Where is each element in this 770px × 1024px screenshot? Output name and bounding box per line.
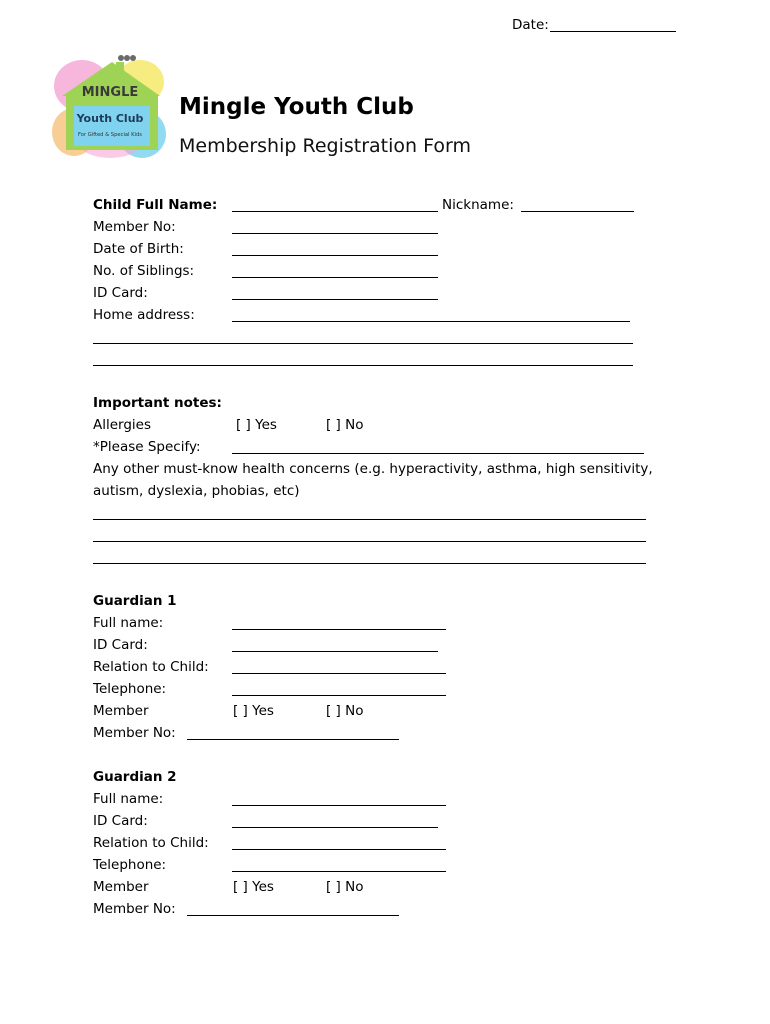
guardian2-member-no-field[interactable] — [187, 915, 399, 916]
health-concerns-line-2[interactable] — [93, 541, 646, 542]
guardian1-member-no-label: Member No: — [93, 725, 176, 741]
dob-label: Date of Birth: — [93, 241, 184, 257]
dob-field[interactable] — [232, 255, 438, 256]
nickname-label: Nickname: — [442, 197, 514, 213]
guardian1-telephone-field[interactable] — [232, 695, 446, 696]
guardian2-heading: Guardian 2 — [93, 769, 177, 785]
guardian1-member-no-field[interactable] — [187, 739, 399, 740]
important-notes-heading: Important notes: — [93, 395, 222, 411]
siblings-label: No. of Siblings: — [93, 263, 195, 279]
logo-name: Youth Club — [76, 112, 144, 125]
guardian1-id-card-field[interactable] — [232, 651, 438, 652]
health-concerns-text-1: Any other must-know health concerns (e.g. hyperactivity, asthma, high sensitivity, — [93, 461, 653, 477]
guardian1-member-label: Member — [93, 703, 149, 719]
logo-tagline: For Gifted & Special Kids — [78, 132, 142, 138]
siblings-field[interactable] — [232, 277, 438, 278]
member-no-label: Member No: — [93, 219, 176, 235]
guardian1-member-yes-checkbox[interactable]: [ ] Yes — [233, 703, 274, 719]
member-no-field[interactable] — [232, 233, 438, 234]
guardian2-member-yes-checkbox[interactable]: [ ] Yes — [233, 879, 274, 895]
allergies-no-checkbox[interactable]: [ ] No — [326, 417, 364, 433]
date-label: Date: — [512, 17, 549, 33]
home-address-line-2[interactable] — [93, 343, 633, 344]
guardian2-member-no-label: Member No: — [93, 901, 176, 917]
guardian1-relation-label: Relation to Child: — [93, 659, 209, 675]
home-address-field[interactable] — [232, 321, 630, 322]
please-specify-label: *Please Specify: — [93, 439, 201, 455]
health-concerns-line-3[interactable] — [93, 563, 646, 564]
nickname-field[interactable] — [521, 211, 634, 212]
guardian2-member-label: Member — [93, 879, 149, 895]
guardian1-full-name-field[interactable] — [232, 629, 446, 630]
allergy-specify-field[interactable] — [232, 453, 644, 454]
date-field[interactable] — [550, 31, 676, 32]
allergies-label: Allergies — [93, 417, 152, 433]
guardian1-telephone-label: Telephone: — [93, 681, 167, 697]
guardian1-id-card-label: ID Card: — [93, 637, 148, 653]
guardian1-member-no-checkbox[interactable]: [ ] No — [326, 703, 364, 719]
health-concerns-line-1[interactable] — [93, 519, 646, 520]
guardian1-full-name-label: Full name: — [93, 615, 164, 631]
guardian2-telephone-label: Telephone: — [93, 857, 167, 873]
allergies-yes-checkbox[interactable]: [ ] Yes — [236, 417, 277, 433]
guardian2-relation-label: Relation to Child: — [93, 835, 209, 851]
guardian2-full-name-label: Full name: — [93, 791, 164, 807]
child-id-card-label: ID Card: — [93, 285, 148, 301]
logo-word: MINGLE — [81, 85, 139, 100]
guardian2-telephone-field[interactable] — [232, 871, 446, 872]
guardian2-relation-field[interactable] — [232, 849, 446, 850]
guardian2-id-card-field[interactable] — [232, 827, 438, 828]
guardian2-full-name-field[interactable] — [232, 805, 446, 806]
home-address-line-3[interactable] — [93, 365, 633, 366]
child-full-name-label: Child Full Name: — [93, 197, 218, 213]
child-full-name-field[interactable] — [232, 211, 438, 212]
child-id-card-field[interactable] — [232, 299, 438, 300]
guardian2-id-card-label: ID Card: — [93, 813, 148, 829]
guardian1-heading: Guardian 1 — [93, 593, 177, 609]
guardian1-relation-field[interactable] — [232, 673, 446, 674]
page-subtitle: Membership Registration Form — [179, 135, 471, 157]
page-title: Mingle Youth Club — [179, 94, 414, 120]
guardian2-member-no-checkbox[interactable]: [ ] No — [326, 879, 364, 895]
home-address-label: Home address: — [93, 307, 195, 323]
health-concerns-text-2: autism, dyslexia, phobias, etc) — [93, 483, 300, 499]
club-logo — [52, 52, 166, 160]
